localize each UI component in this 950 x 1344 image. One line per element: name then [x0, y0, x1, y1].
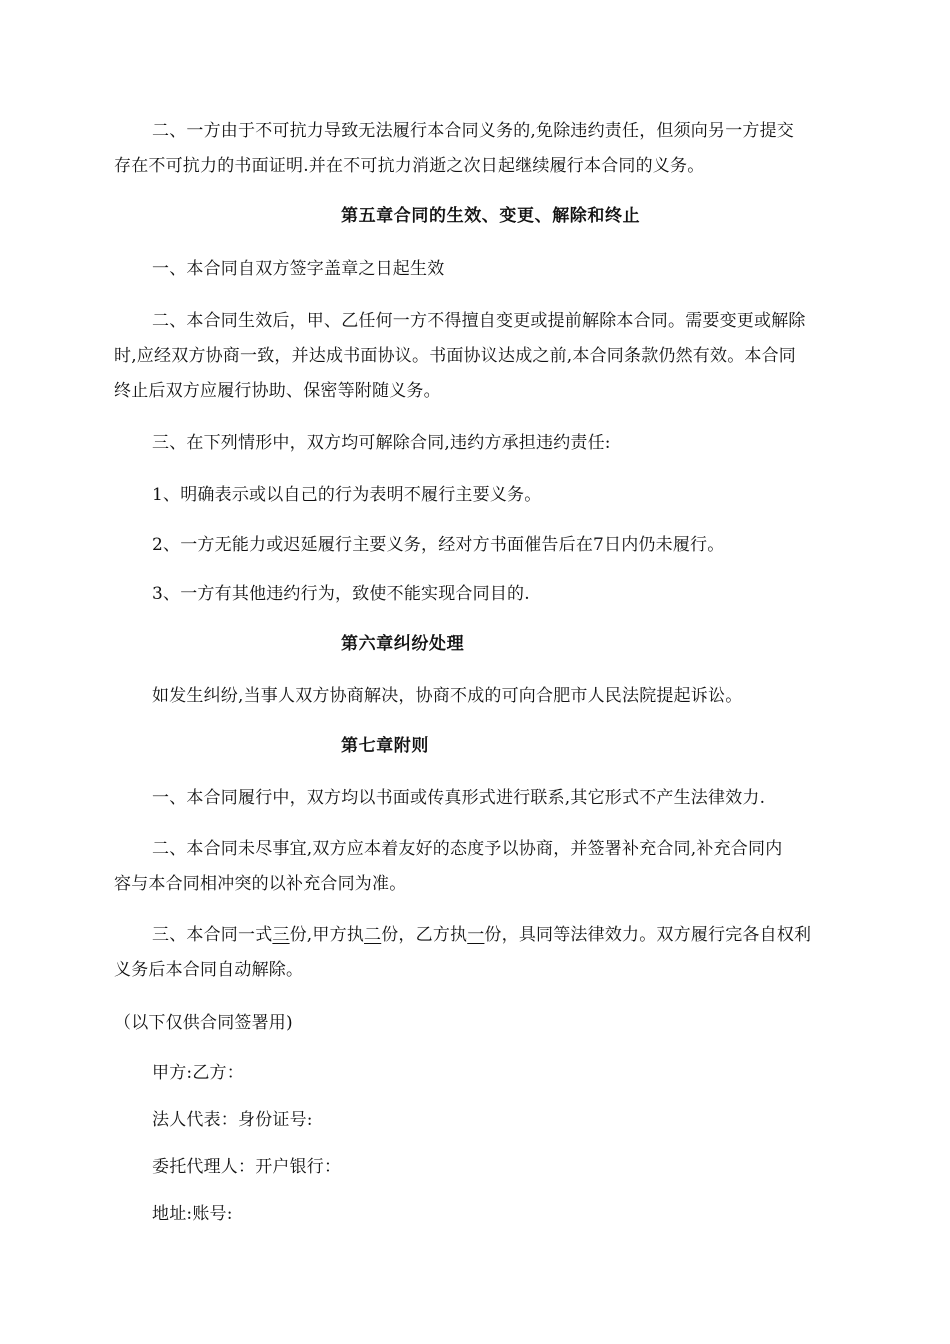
signature-address-labels: 地址:账号:	[152, 1204, 233, 1224]
signature-agent-labels: 委托代理人：开户银行：	[152, 1157, 342, 1177]
copies-clause-text-a: 三、本合同一式	[152, 925, 273, 945]
signature-section-note: （以下仅供合同签署用)	[114, 1013, 293, 1033]
chapter-five-heading: 第五章合同的生效、变更、解除和终止	[341, 206, 641, 226]
copies-clause-text-c: 份，乙方执	[381, 925, 468, 945]
copies-clause-line-2: 义务后本合同自动解除。	[114, 960, 304, 980]
copies-total-count: 三	[272, 925, 290, 945]
copies-party-b-count: 一	[467, 925, 485, 945]
force-majeure-clause-line-2: 存在不可抗力的书面证明.并在不可抗力消逝之次日起继续履行本合同的义务。	[114, 156, 705, 176]
change-termination-clause-line-3: 终止后双方应履行协助、保密等附随义务。	[114, 381, 441, 401]
change-termination-clause-line-2: 时,应经双方协商一致，并达成书面协议。书面协议达成之前,本合同条款仍然有效。本合同	[114, 346, 797, 366]
chapter-six-heading: 第六章纠纷处理	[341, 634, 465, 654]
rescission-item-2: 2、一方无能力或迟延履行主要义务，经对方书面催告后在7日内仍未履行。	[152, 535, 725, 555]
force-majeure-clause-line-1: 二、一方由于不可抗力导致无法履行本合同义务的,免除违约责任，但须向另一方提交	[152, 121, 795, 141]
copies-clause-line-1	[152, 925, 811, 945]
change-termination-clause-line-1: 二、本合同生效后，甲、乙任何一方不得擅自变更或提前解除本合同。需要变更或解除	[152, 311, 806, 331]
communication-clause: 一、本合同履行中，双方均以书面或传真形式进行联系,其它形式不产生法律效力.	[152, 788, 766, 808]
supplement-clause-line-2: 容与本合同相冲突的以补充合同为准。	[114, 874, 407, 894]
copies-party-a-count: 二	[364, 925, 382, 945]
dispute-clause: 如发生纠纷,当事人双方协商解决，协商不成的可向合肥市人民法院提起诉讼。	[152, 686, 743, 706]
copies-clause-text-b: 份,甲方执	[289, 925, 365, 945]
rescission-item-3: 3、一方有其他违约行为，致使不能实现合同目的.	[152, 584, 530, 604]
rescission-item-1: 1、明确表示或以自己的行为表明不履行主要义务。	[152, 485, 542, 505]
signature-party-labels: 甲方:乙方：	[152, 1063, 244, 1083]
effective-clause: 一、本合同自双方签字盖章之日起生效	[152, 259, 445, 279]
copies-clause-text-d: 份，具同等法律效力。双方履行完各自权利	[484, 925, 812, 945]
chapter-seven-heading: 第七章附则	[341, 736, 429, 756]
rescission-clause: 三、在下列情形中，双方均可解除合同,违约方承担违约责任:	[152, 433, 611, 453]
supplement-clause-line-1: 二、本合同未尽事宜,双方应本着友好的态度予以协商，并签署补充合同,补充合同内	[152, 839, 783, 859]
signature-representative-labels: 法人代表：身份证号:	[152, 1110, 313, 1130]
